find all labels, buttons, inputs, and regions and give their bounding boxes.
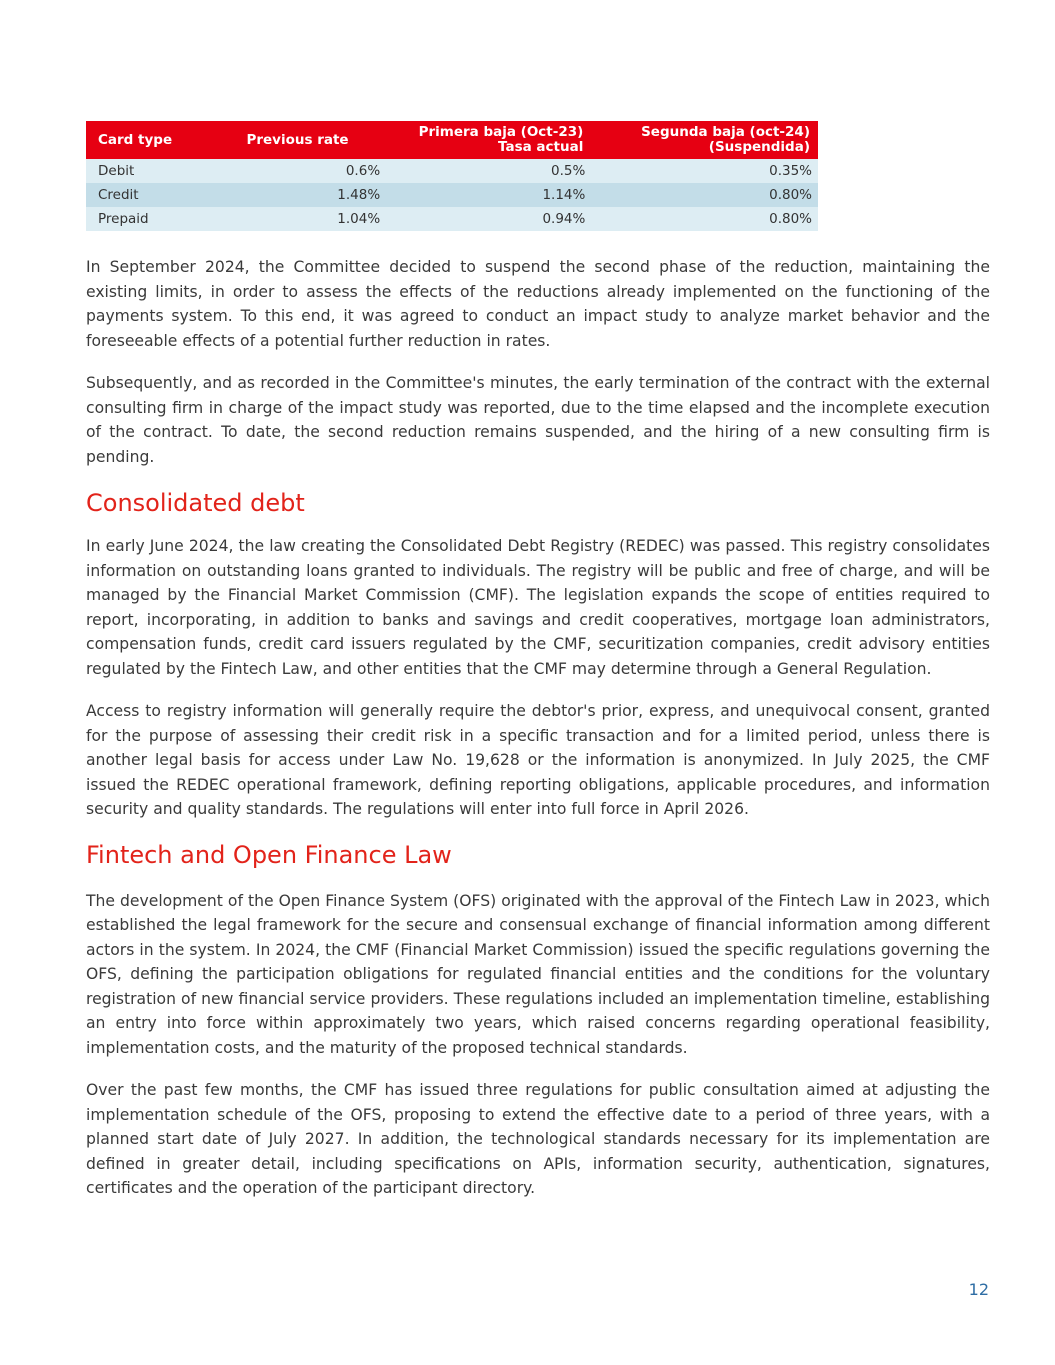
cell-card-type: Debit [86,159,210,183]
header-card-type: Card type [86,121,210,159]
cell-previous-rate: 1.48% [210,183,386,207]
table-header-row [86,121,818,159]
cell-previous-rate: 0.6% [210,159,386,183]
cell-second-reduction: 0.35% [591,159,818,183]
cell-second-reduction: 0.80% [591,183,818,207]
page-content [86,121,990,1201]
cell-first-reduction: 1.14% [386,183,591,207]
cell-first-reduction: 0.5% [386,159,591,183]
header-first-reduction [386,121,591,159]
table-row [86,159,818,183]
card-rates-table [86,121,818,231]
cell-second-reduction: 0.80% [591,207,818,231]
header-previous-rate: Previous rate [210,121,386,159]
cell-card-type: Prepaid [86,207,210,231]
heading-consolidated-debt: Consolidated debt [86,489,305,517]
paragraph-ofs-consultation: Over the past few months, the CMF has issued three regulations for public consultation aimed at adjusting the implementation schedule of the OFS, proposing to extend the effective date to a period of three years, with a planned start date of July 2027. In addition, the technological standards necessary for its implementation are defined in greater detail, including specifications on APIs, information security, authentication, signatures, certificates and the operation of the participant directory. [86,1081,990,1197]
heading-fintech-open-finance: Fintech and Open Finance Law [86,840,452,869]
header-second-line1: Segunda baja (oct-24) [641,124,810,140]
header-second-reduction [591,121,818,159]
paragraph-ofs-development: The development of the Open Finance System (OFS) originated with the approval of the Fintech Law in 2023, which established the legal framework for the secure and consensual exchange of financial information among different actors in the system. In 2024, the CMF (Financial Market Commission) issued the specific regulations governing the OFS, defining the participation obligations for regulated financial entities and the conditions for the voluntary registration of new financial service providers. These regulations included an implementation timeline, establishing an entry into force within approximately two years, which raised concerns regarding operational feasibility, implementation costs, and the maturity of the proposed technical standards. [86,891,990,1057]
cell-previous-rate: 1.04% [210,207,386,231]
paragraph-consulting-termination: Subsequently, and as recorded in the Committee's minutes, the early termination of the contract with the external consulting firm in charge of the impact study was reported, due to the time elapsed and the incomplete execution of the contract. To date, the second reduction remains suspended, and the hiring of a new consulting firm is pending. [86,374,990,466]
page-number: 12 [968,1280,989,1299]
header-second-line2: (Suspendida) [708,139,810,155]
cell-first-reduction: 0.94% [386,207,591,231]
table-row [86,183,818,207]
paragraph-suspension: In September 2024, the Committee decided to suspend the second phase of the reduction, maintaining the existing limits, in order to assess the effects of the reductions already implemented on the functioning of the payments system. To this end, it was agreed to conduct an impact study to analyze market behavior and the foreseeable effects of a potential further reduction in rates. [86,258,990,350]
cell-card-type: Credit [86,183,210,207]
paragraph-redec-law: In early June 2024, the law creating the Consolidated Debt Registry (REDEC) was passed. This registry consolidates information on outstanding loans granted to individuals. The registry will be public and free of charge, and will be managed by the Financial Market Commission (CMF). The legislation expands the scope of entities required to report, incorporating, in addition to banks and savings and credit cooperatives, mortgage loan administrators, compensation funds, credit card issuers regulated by the CMF, securitization companies, credit advisory entities regulated by the Fintech Law, and other entities that the CMF may determine through a General Regulation. [86,537,990,678]
header-first-line2: Tasa actual [497,139,584,155]
paragraph-registry-access: Access to registry information will generally require the debtor's prior, express, and unequivocal consent, granted for the purpose of assessing their credit risk in a specific transaction and for a limited period, unless there is another legal basis for access under Law No. 19,628 or the information is anonymized. In July 2025, the CMF issued the REDEC operational framework, defining reporting obligations, applicable procedures, and information security and quality standards. The regulations will enter into full force in April 2026. [86,702,990,818]
header-first-line1: Primera baja (Oct-23) [418,124,584,140]
table-row [86,207,818,231]
